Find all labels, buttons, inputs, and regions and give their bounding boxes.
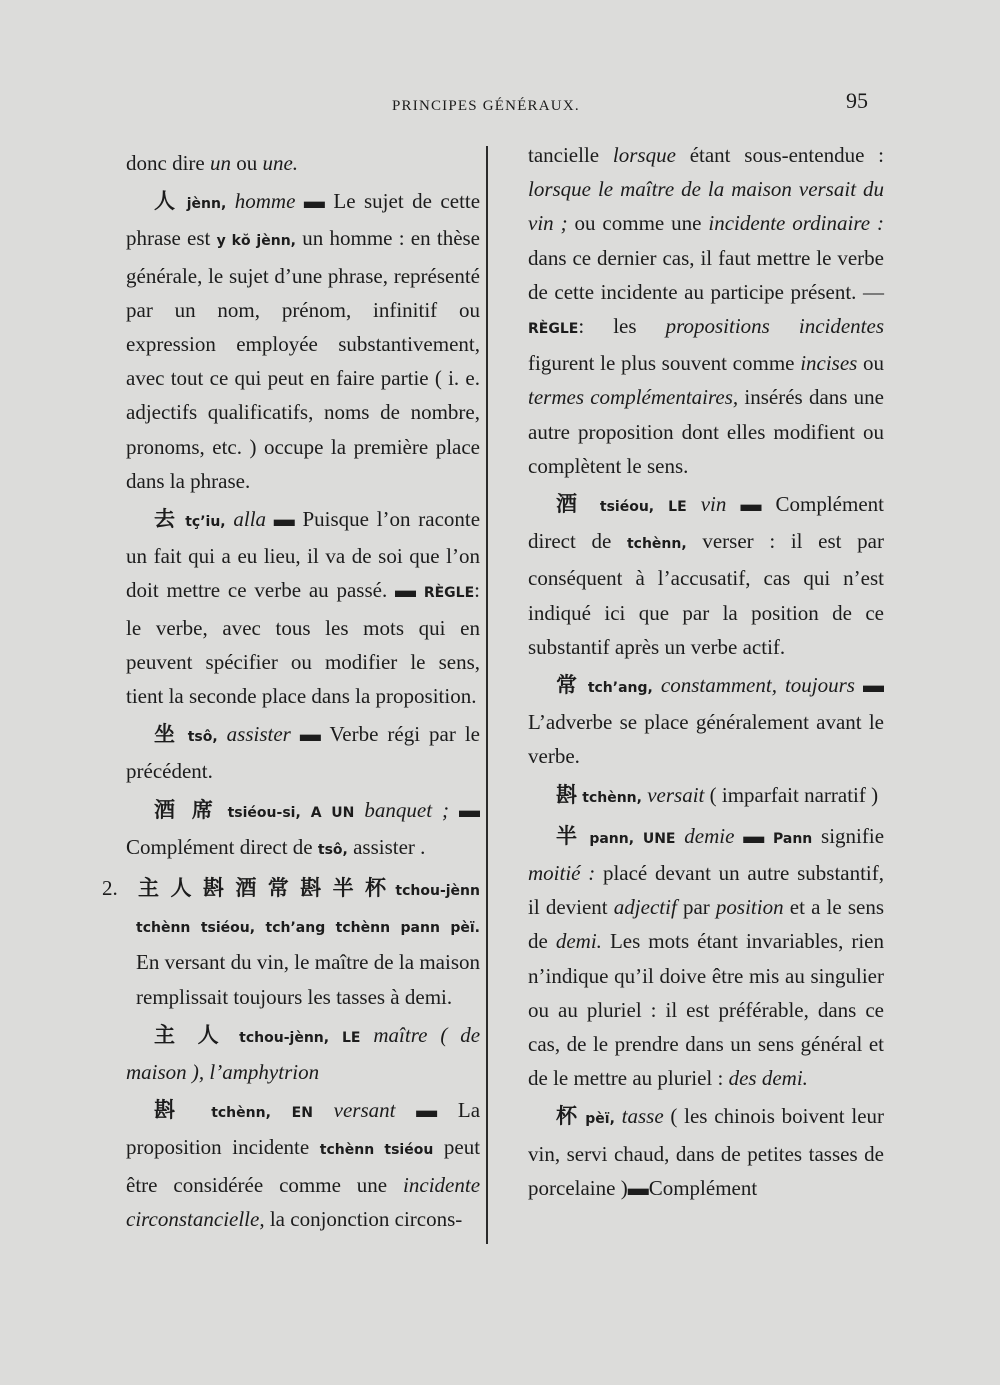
bar-dash: ▬ bbox=[743, 823, 765, 848]
gloss-term: maître ( de maison ), l’amphytrion bbox=[126, 1022, 481, 1085]
regle-label: RÈGLE bbox=[423, 585, 475, 602]
gloss-entry-tchang: 常 tch’ang, constamment, toujours ▬ L’adverbe se place généralement avant le verbe. bbox=[528, 673, 885, 769]
bar-dash: ▬ bbox=[416, 1098, 438, 1123]
chinese-character: 酒 席 bbox=[154, 797, 218, 822]
gloss-entry-tso: 坐 tsô, assister ▬ Verbe régi par le précédent. bbox=[126, 722, 480, 784]
gloss-term: banquet ; bbox=[364, 797, 450, 822]
bar-dash: ▬ bbox=[627, 1175, 649, 1200]
gloss-term: homme bbox=[234, 189, 296, 214]
romanization: tch’ang, bbox=[587, 680, 653, 697]
romanization: pèï, bbox=[585, 1111, 615, 1128]
regle-label: RÈGLE bbox=[528, 321, 579, 338]
bar-dash: ▬ bbox=[299, 722, 321, 747]
chinese-character: 半 bbox=[556, 823, 581, 848]
chinese-character: 斟 bbox=[556, 782, 577, 807]
gloss-entry-tchenn-versait: 斟 tchènn, versait ( imparfait narratif ) bbox=[556, 782, 879, 807]
gloss-entry-tsieou-si: 酒 席 tsiéou-si, A UN banquet ; ▬ Complément direct de tsô, assister . bbox=[126, 797, 481, 859]
romanization: tç’iu, bbox=[185, 514, 226, 531]
page-number: 95 bbox=[846, 88, 868, 113]
running-title: PRINCIPES GÉNÉRAUX. bbox=[392, 98, 580, 114]
chinese-character: 斟 bbox=[154, 1098, 191, 1123]
romanization: tsiéou-si, bbox=[227, 804, 301, 821]
gloss-term: vin bbox=[700, 492, 727, 517]
gloss-term: demie bbox=[684, 823, 735, 848]
gloss-entry-tchou-jenn: 主 人 tchou-jènn, LE maître ( de maison ), l’amphytrion bbox=[126, 1022, 481, 1085]
romanization: tchènn, bbox=[582, 789, 642, 806]
chinese-character: 去 bbox=[154, 507, 178, 532]
chinese-sentence: 主 人 斟 酒 常 斟 半 杯 bbox=[136, 876, 389, 901]
gloss-term: tasse bbox=[621, 1104, 664, 1129]
chinese-character: 杯 bbox=[556, 1104, 579, 1129]
gloss-entry-pann: 半 pann, UNE demie ▬ Pann signifie moitié : placé devant un autre substantif, il devient adjectif par position et a le sens de demi. Les mots étant invariables, rien n’indique qu’il doive être mis au singulier ou au pluriel : il est préférable, dans ce cas, de le prendre dans un sens général et de le mettre au pluriel : des demi. bbox=[528, 823, 885, 1091]
gloss-term: versant bbox=[333, 1098, 396, 1123]
bar-dash: ▬ bbox=[459, 797, 481, 822]
left-column bbox=[102, 146, 481, 1236]
gloss-entry-tciu: 去 tç’iu, alla ▬ Puisque l’on raconte un fait qui a eu lieu, il va de soi que l’on doit mettre ce verbe au passé. ▬ RÈGLE: le verbe, avec tous les mots qui en peuvent spécifier ou modifier le sens, tient la seconde place dans la proposition. bbox=[126, 507, 481, 709]
romanization: jènn, bbox=[186, 196, 227, 213]
romanization: tchou-jènn, bbox=[239, 1029, 330, 1046]
romanization: tsô, bbox=[187, 729, 218, 746]
romanization: tchou-jènn tchènn tsiéou, tch’ang tchènn pann pèï. bbox=[136, 883, 480, 937]
column-rule bbox=[486, 146, 488, 1244]
chinese-character: 主 人 bbox=[154, 1022, 227, 1047]
sentence-number: 2. bbox=[102, 876, 118, 901]
sentence-2 bbox=[102, 871, 480, 1014]
paragraph-continuation: tancielle lorsque étant sous-entendue : lorsque le maître de la maison versait du vin ; ou comme une incidente ordinaire : dans ce dernier cas, il faut mettre le verbe de cette incidente au participe présent. — RÈGLE: les propositions incidentes figurent le plus souvent comme incises ou termes complémentaires, insérés dans une autre proposition dont elles modifient ou complètent le sens. bbox=[528, 143, 885, 478]
gloss-entry-tchenn: 斟 tchènn, EN versant ▬ La proposition incidente tchènn tsiéou peut être considérée comme une incidente circonstancielle, la conjonction circons- bbox=[126, 1098, 481, 1231]
gloss-term: assister bbox=[226, 722, 291, 747]
gloss-entry-pei: 杯 pèï, tasse ( les chinois boivent leur vin, servi chaud, dans de petites tasses de porcelaine )▬Complément bbox=[528, 1104, 885, 1200]
romanization: tchènn, bbox=[211, 1105, 271, 1122]
gloss-entry-jenn: 人 jènn, homme ▬ Le sujet de cette phrase est y kŏ jènn, un homme : en thèse générale, le sujet d’une phrase, représenté par un nom, prénom, infinitif ou expression employée substantivement, avec tout ce qui peut en faire partie ( i. e. adjectifs qualificatifs, noms de nombre, pronoms, etc. ) occupe la première place dans la phrase. bbox=[126, 189, 481, 493]
bar-dash: ▬ bbox=[395, 578, 417, 603]
bar-dash: ▬ bbox=[863, 673, 885, 698]
chinese-character: 常 bbox=[556, 673, 580, 698]
bar-dash: ▬ bbox=[273, 507, 295, 532]
paragraph-continuation: donc dire un ou une. bbox=[126, 151, 299, 175]
gloss-term: constamment, toujours bbox=[660, 673, 855, 698]
chinese-character: 酒 bbox=[556, 492, 586, 517]
right-column bbox=[528, 138, 884, 1205]
bar-dash: ▬ bbox=[740, 492, 762, 517]
chinese-character: 坐 bbox=[154, 722, 179, 747]
translation: En versant du vin, le maître de la maison remplissait toujours les tasses à demi. bbox=[136, 950, 480, 1009]
gloss-term: versait bbox=[647, 782, 705, 807]
gloss-entry-tsieou: 酒 tsiéou, LE vin ▬ Complément direct de tchènn, verser : il est par conséquent à l’accusatif, cas qui n’est indiqué ici que par la position de ce substantif après un verbe actif. bbox=[528, 492, 884, 659]
romanization: pann, bbox=[589, 830, 635, 847]
gloss-term: alla bbox=[233, 507, 267, 532]
chinese-character: 人 bbox=[154, 189, 179, 214]
romanization: tsiéou, bbox=[599, 499, 655, 516]
bar-dash: ▬ bbox=[303, 189, 325, 214]
